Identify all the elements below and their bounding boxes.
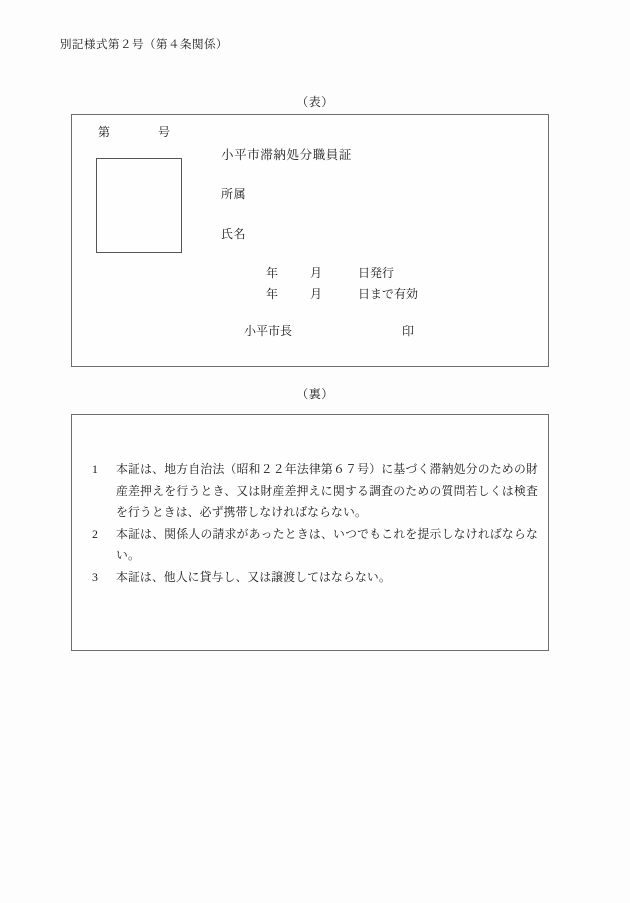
note-item [90, 567, 538, 589]
issue-day-label: 日発行 [358, 266, 395, 280]
notes-list [90, 459, 538, 588]
front-side-caption: （表） [296, 95, 334, 109]
serial-suffix-label: 号 [158, 125, 171, 139]
date-block [266, 263, 418, 305]
issue-month-label: 月 [310, 266, 323, 280]
note-text: 本証は、他人に貸与し、又は譲渡してはならない。 [116, 569, 391, 584]
issuer-name: 小平市長 [244, 324, 293, 338]
issuer-row [244, 322, 414, 339]
form-number-header: 別記様式第２号（第４条関係） [60, 39, 228, 51]
note-number: 1 [92, 462, 99, 476]
note-text: 本証は、関係人の請求があったときは、いつでもこれを提示しなければならない。 [116, 526, 538, 562]
seal-label: 印 [402, 324, 415, 338]
expiry-month-label: 月 [310, 287, 323, 301]
id-card-front [71, 114, 549, 367]
issue-year-label: 年 [266, 266, 279, 280]
note-item [90, 524, 538, 567]
note-number: 3 [92, 569, 99, 584]
note-number: 2 [92, 526, 99, 541]
issue-date-line [266, 263, 418, 284]
serial-number-row [98, 123, 170, 140]
id-card-back [71, 414, 549, 651]
certificate-title: 小平市滞納処分職員証 [221, 148, 353, 162]
name-field-label: 氏名 [221, 227, 247, 241]
expiry-date-line [266, 284, 418, 305]
note-item [90, 459, 538, 524]
affiliation-field-label: 所属 [221, 187, 247, 201]
expiry-day-label: 日まで有効 [358, 287, 419, 301]
note-text: 本証は、地方自治法（昭和２２年法律第６７号）に基づく滞納処分のための財産差押えを行うとき、又は財産差押えに関する調査のための質問若しくは検査を行うときは、必ず携帯しなければならない。 [116, 462, 538, 519]
photo-placeholder-box [96, 158, 182, 253]
back-side-caption: （裏） [296, 387, 334, 401]
serial-prefix-label: 第 [98, 125, 111, 139]
expiry-year-label: 年 [266, 287, 279, 301]
